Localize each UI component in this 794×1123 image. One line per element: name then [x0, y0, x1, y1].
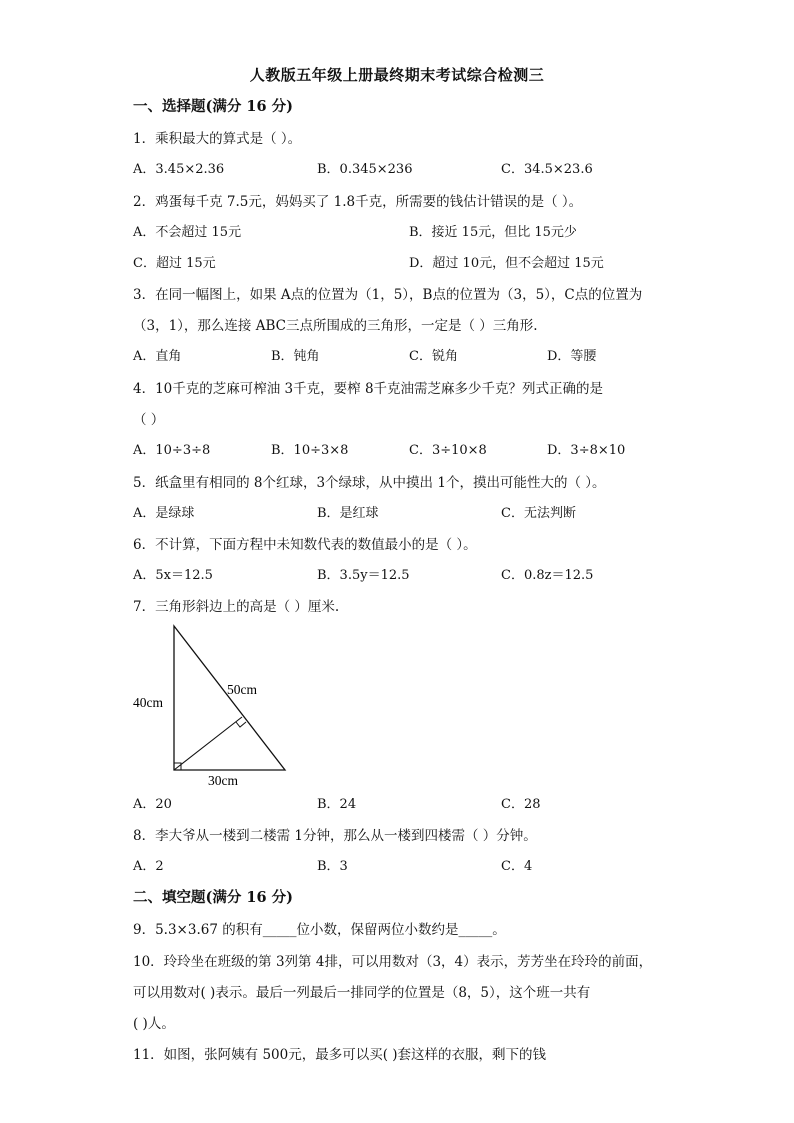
- question-3-line-2: （3，1），那么连接 ABC三点所围成的三角形，一定是（ ）三角形.: [133, 318, 538, 334]
- q1-option-b: B．0.345×236: [317, 162, 413, 177]
- q4-option-c: C．3÷10×8: [409, 443, 487, 458]
- question-10-line-2: 可以用数对( )表示。最后一列最后一排同学的位置是（8，5），这个班一共有: [133, 985, 591, 1001]
- question-4-line-1: 4．10千克的芝麻可榨油 3千克，要榨 8千克油需芝麻多少千克？列式正确的是: [133, 381, 604, 397]
- q5-option-c: C．无法判断: [501, 506, 576, 521]
- question-8: 8．李大爷从一楼到二楼需 1分钟，那么从一楼到四楼需（ ）分钟。: [133, 828, 537, 844]
- q5-option-b: B．是红球: [317, 506, 379, 521]
- label-hypotenuse: 50cm: [227, 682, 257, 697]
- question-6: 6．不计算，下面方程中未知数代表的数值最小的是（ ）。: [133, 537, 477, 553]
- question-5: 5．纸盒里有相同的 8个红球，3个绿球，从中摸出 1个，摸出可能性大的（ ）。: [133, 475, 606, 491]
- question-1: 1．乘积最大的算式是（ ）。: [133, 131, 302, 147]
- triangle-outline: [174, 626, 285, 770]
- question-7: 7．三角形斜边上的高是（ ）厘米.: [133, 599, 340, 615]
- q2-option-d: D．超过 10元，但不会超过 15元: [409, 256, 604, 271]
- q6-option-b: B．3.5y＝12.5: [317, 568, 410, 583]
- q4-option-d: D．3÷8×10: [547, 443, 626, 458]
- question-10-line-3: ( )人。: [133, 1016, 175, 1032]
- q5-option-a: A．是绿球: [133, 506, 195, 521]
- right-triangle-figure: [130, 620, 300, 788]
- q4-option-b: B．10÷3×8: [271, 443, 349, 458]
- q3-option-b: B．钝角: [271, 349, 320, 364]
- question-4-line-2: （ ）: [133, 412, 165, 428]
- question-10-line-1: 10．玲玲坐在班级的第 3列第 4排，可以用数对（3，4）表示，芳芳坐在玲玲的前面，: [133, 954, 653, 970]
- altitude-line: [174, 717, 242, 770]
- q2-option-c: C．超过 15元: [133, 256, 216, 271]
- q8-option-b: B．3: [317, 859, 348, 874]
- label-bottom-side: 30cm: [208, 773, 238, 788]
- q7-option-c: C．28: [501, 797, 541, 812]
- q4-option-a: A．10÷3÷8: [133, 443, 211, 458]
- question-9: 9．5.3×3.67 的积有_____位小数，保留两位小数约是_____。: [133, 922, 506, 938]
- label-left-side: 40cm: [133, 695, 163, 710]
- question-2: 2．鸡蛋每千克 7.5元，妈妈买了 1.8千克，所需要的钱估计错误的是（ ）。: [133, 194, 583, 210]
- q8-option-a: A．2: [133, 859, 164, 874]
- section-heading-fill: 二、填空题(满分 16 分): [133, 889, 293, 906]
- right-angle-mark-foot: [236, 722, 246, 727]
- q2-option-b: B．接近 15元，但比 15元少: [409, 225, 577, 240]
- q3-option-d: D．等腰: [547, 349, 597, 364]
- q2-option-a: A．不会超过 15元: [133, 225, 242, 240]
- q7-option-b: B．24: [317, 797, 357, 812]
- q7-option-a: A．20: [133, 797, 172, 812]
- q8-option-c: C．4: [501, 859, 533, 874]
- question-3-line-1: 3．在同一幅图上，如果 A点的位置为（1，5），B点的位置为（3，5），C点的位置为: [133, 287, 643, 303]
- q1-option-a: A．3.45×2.36: [133, 162, 225, 177]
- q3-option-c: C．锐角: [409, 349, 458, 364]
- q6-option-c: C．0.8z＝12.5: [501, 568, 594, 583]
- q6-option-a: A．5x＝12.5: [133, 568, 213, 583]
- page-title: 人教版五年级上册最终期末考试综合检测三: [249, 66, 545, 84]
- q1-option-c: C．34.5×23.6: [501, 162, 593, 177]
- section-heading-choice: 一、选择题(满分 16 分): [133, 98, 293, 115]
- q3-option-a: A．直角: [133, 349, 182, 364]
- question-11: 11．如图，张阿姨有 500元，最多可以买( )套这样的衣服，剩下的钱: [133, 1047, 547, 1063]
